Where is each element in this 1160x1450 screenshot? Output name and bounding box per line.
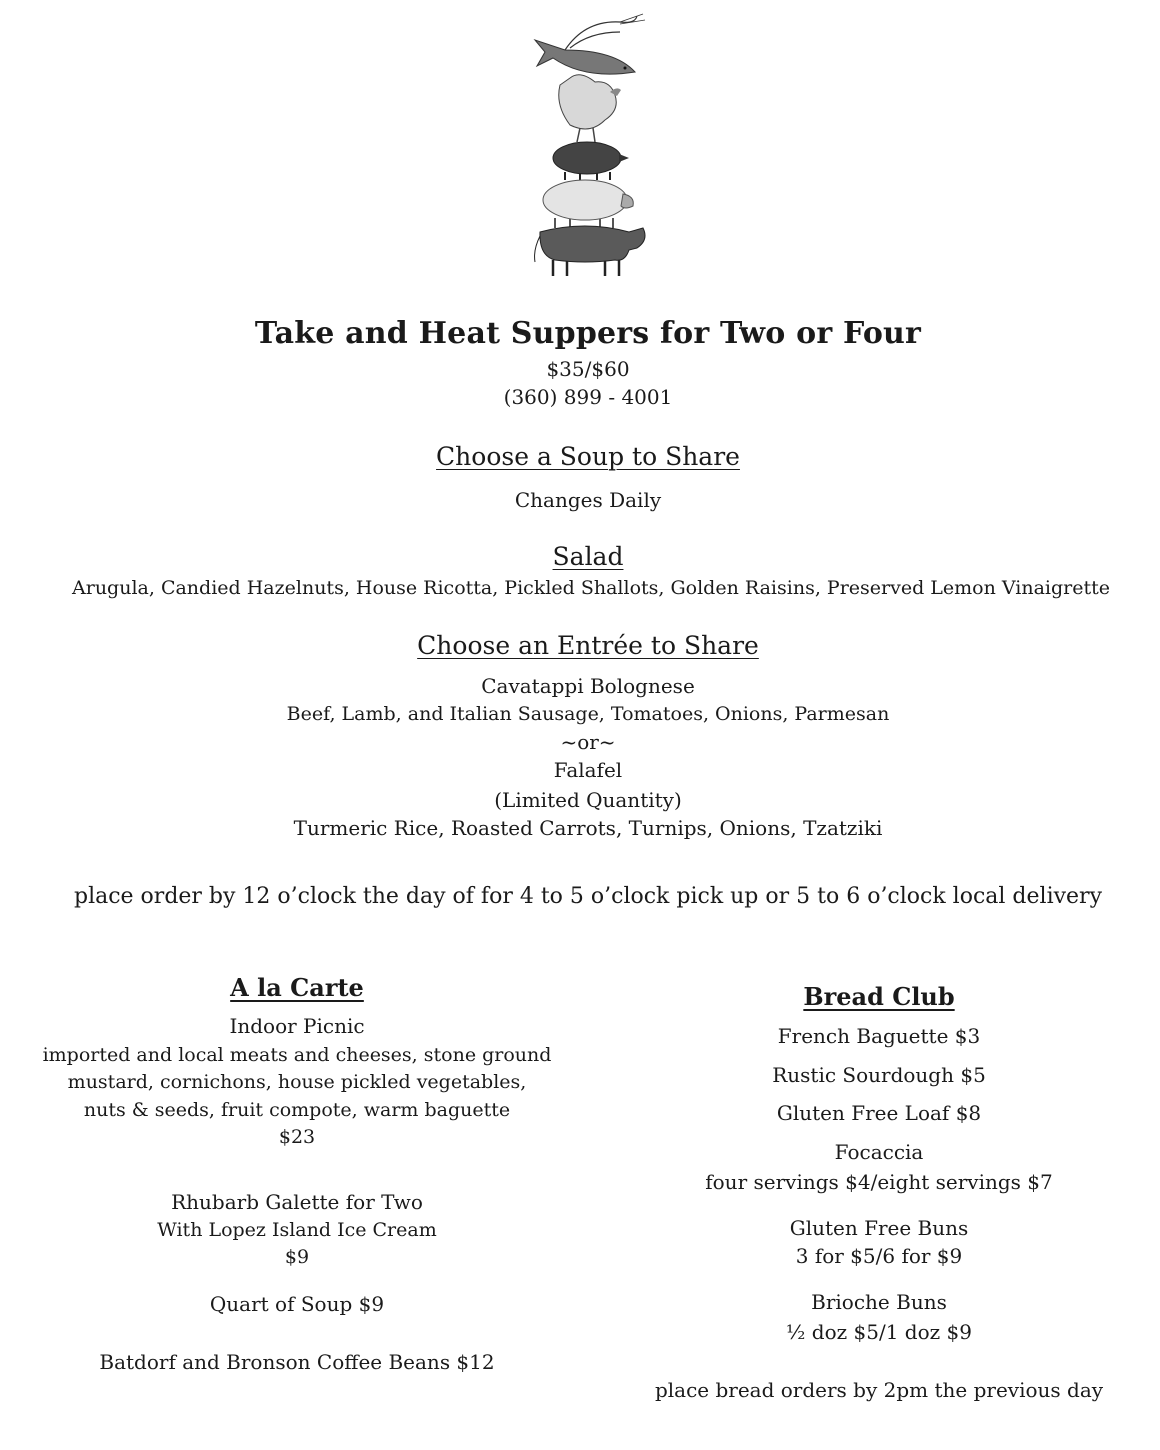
bread-order-note: place bread orders by 2pm the previous day — [654, 1378, 1104, 1402]
stacked-animals-illustration — [525, 10, 650, 280]
entree-item2-note: (Limited Quantity) — [494, 788, 682, 812]
bread-gf-buns-price: 3 for $5/6 for $9 — [795, 1244, 963, 1268]
soup-quart: Quart of Soup $9 — [209, 1292, 385, 1316]
entree-item2-desc: Turmeric Rice, Roasted Carrots, Turnips, Onions, Tzatziki — [293, 816, 883, 840]
entree-item1-name: Cavatappi Bolognese — [481, 674, 695, 698]
supper-price: $35/$60 — [546, 357, 630, 381]
picnic-desc-line2: mustard, cornichons, house pickled vegetables, — [67, 1071, 527, 1093]
entree-item1-desc: Beef, Lamb, and Italian Sausage, Tomatoes, Onions, Parmesan — [286, 703, 890, 725]
bread-baguette: French Baguette $3 — [777, 1024, 981, 1048]
bread-brioche-name: Brioche Buns — [811, 1290, 947, 1314]
salad-text: Arugula, Candied Hazelnuts, House Ricotta, Pickled Shallots, Golden Raisins, Preserved Lemon Vinaigrette — [72, 577, 1110, 599]
menu-title: Take and Heat Suppers for Two or Four — [254, 316, 922, 351]
galette-price: $9 — [284, 1246, 310, 1268]
entree-heading: Choose an Entrée to Share — [417, 631, 759, 660]
bread-brioche-price: ½ doz $5/1 doz $9 — [786, 1320, 972, 1344]
galette-name: Rhubarb Galette for Two — [171, 1190, 423, 1214]
soup-text: Changes Daily — [514, 488, 662, 512]
picnic-name: Indoor Picnic — [229, 1014, 365, 1038]
alacarte-heading: A la Carte — [230, 973, 364, 1002]
bread-focaccia-name: Focaccia — [834, 1140, 924, 1164]
phone-number: (360) 899 - 4001 — [503, 385, 673, 409]
entree-or: ~or~ — [560, 730, 616, 754]
entree-item2-name: Falafel — [553, 758, 623, 782]
bread-gf-buns-name: Gluten Free Buns — [789, 1216, 969, 1240]
galette-desc: With Lopez Island Ice Cream — [157, 1219, 437, 1241]
order-deadline-note: place order by 12 o’clock the day of for 4 to 5 o’clock pick up or 5 to 6 o’clock local delivery — [73, 884, 1103, 909]
bread-gf-loaf: Gluten Free Loaf $8 — [776, 1101, 982, 1125]
salad-heading: Salad — [552, 542, 624, 571]
soup-heading: Choose a Soup to Share — [436, 442, 740, 471]
picnic-desc-line3: nuts & seeds, fruit compote, warm baguette — [83, 1099, 511, 1121]
bread-club-heading: Bread Club — [803, 982, 955, 1011]
bread-sourdough: Rustic Sourdough $5 — [772, 1063, 986, 1087]
bread-focaccia-price: four servings $4/eight servings $7 — [705, 1170, 1053, 1194]
picnic-desc-line1: imported and local meats and cheeses, stone ground — [42, 1044, 552, 1066]
coffee-beans: Batdorf and Bronson Coffee Beans $12 — [99, 1350, 495, 1374]
picnic-price: $23 — [278, 1126, 316, 1148]
